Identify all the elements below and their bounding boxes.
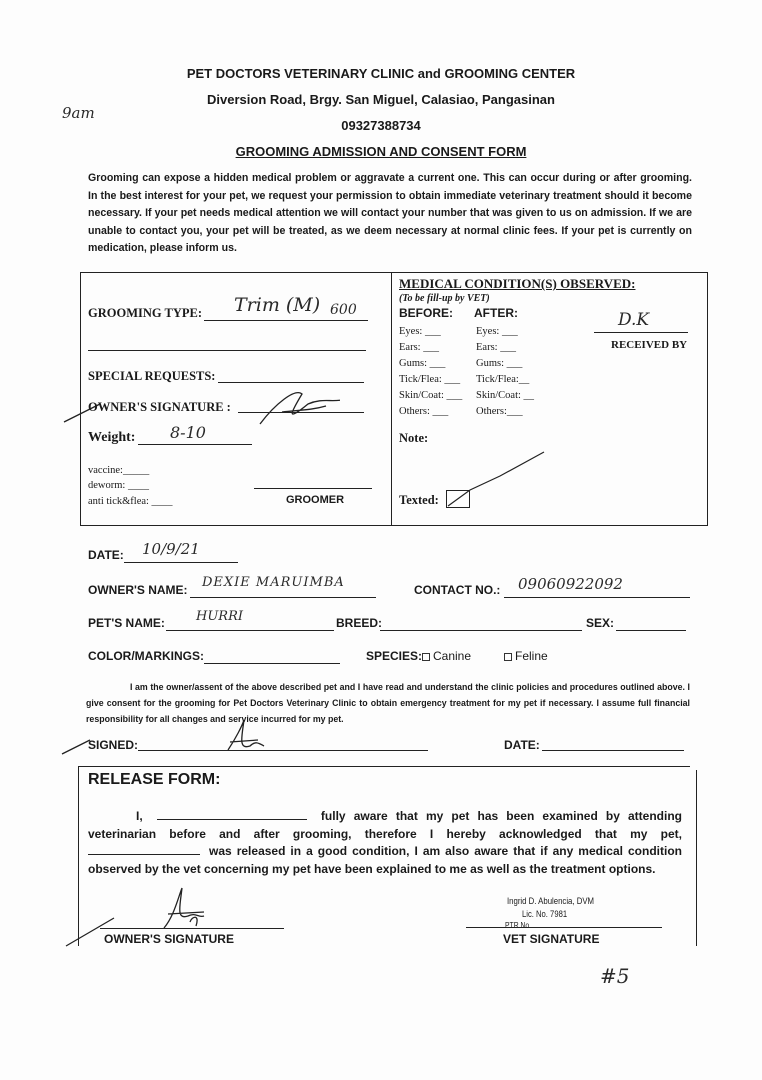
species-label: SPECIES:: [366, 649, 423, 663]
release-paragraph: [88, 808, 682, 878]
before-item[interactable]: Eyes: ___: [399, 326, 441, 337]
before-item[interactable]: Gums: ___: [399, 358, 446, 369]
canine-checkbox[interactable]: [422, 653, 430, 661]
contact-value: 09060922092: [518, 575, 623, 593]
weight-label: Weight:: [88, 430, 136, 445]
form-title: GROOMING ADMISSION AND CONSENT FORM: [235, 144, 527, 159]
date-value: 10/9/21: [142, 540, 200, 558]
vet-signature-line[interactable]: [466, 927, 662, 928]
pet-name-line[interactable]: [166, 630, 334, 631]
grooming-extra-line[interactable]: [88, 350, 366, 351]
box-divider: [391, 272, 392, 526]
groomer-line[interactable]: [254, 488, 372, 489]
pet-name-label: PET'S NAME:: [88, 616, 165, 630]
deworm-field[interactable]: deworm: ____: [88, 480, 149, 491]
pet-name-value: HURRI: [196, 609, 244, 624]
vaccine-field[interactable]: vaccine:_____: [88, 465, 150, 476]
breed-label: BREED:: [336, 616, 383, 630]
antitick-field[interactable]: anti tick&flea: ____: [88, 496, 173, 507]
feline-checkbox[interactable]: [504, 653, 512, 661]
breed-line[interactable]: [380, 630, 582, 631]
texted-label: Texted:: [399, 493, 439, 507]
before-item[interactable]: Tick/Flea: ___: [399, 374, 461, 385]
owner-name-value: DEXIE MARUIMBA: [202, 575, 345, 590]
release-text-2: was released in a good condition, I am also aware that if any medical condition observed by the vet concerning my pet have been explained to me as well as the treatment options.: [88, 844, 682, 876]
contact-line[interactable]: [504, 597, 690, 598]
release-pet-line[interactable]: [88, 843, 200, 855]
weight-line[interactable]: [138, 444, 252, 445]
before-list: [399, 324, 462, 420]
color-label: COLOR/MARKINGS:: [88, 649, 204, 663]
signed-label: SIGNED:: [88, 738, 139, 752]
special-requests-label: SPECIAL REQUESTS:: [88, 369, 216, 383]
color-line[interactable]: [204, 663, 340, 664]
after-item[interactable]: Others:___: [476, 406, 523, 417]
release-top-border: [78, 766, 690, 767]
release-text-1: fully aware that my pet has been examined by attending veterinarian before and after grooming, therefore I hereby acknowledged that my pet,: [88, 809, 682, 841]
grooming-type-label: GROOMING TYPE:: [88, 306, 203, 320]
release-owner-sig-label: OWNER'S SIGNATURE: [104, 932, 234, 946]
date-label: DATE:: [88, 548, 124, 562]
after-item[interactable]: Ears: ___: [476, 342, 516, 353]
after-item[interactable]: Tick/Flea:__: [476, 374, 530, 385]
note-label: Note:: [399, 431, 429, 445]
medical-title: MEDICAL CONDITION(S) OBSERVED:: [399, 276, 636, 291]
clinic-phone: 09327388734: [341, 118, 421, 133]
clinic-address: Diversion Road, Brgy. San Miguel, Calasiao, Pangasinan: [207, 92, 555, 107]
special-requests-line[interactable]: [218, 382, 364, 383]
date-line[interactable]: [124, 562, 238, 563]
owner-name-line[interactable]: [190, 597, 376, 598]
signed-date-label: DATE:: [504, 738, 540, 752]
consent-paragraph: I am the owner/assent of the above described pet and I have read and understand the clinic policies and procedures outlined above. I give consent for the grooming for Pet Doctors Veterinary Clinic to obtain emergency treatment for my pet if necessary. I assume full financial responsibility for all changes and service incurred for my pet.: [86, 682, 690, 724]
sex-label: SEX:: [586, 616, 615, 630]
before-item[interactable]: Skin/Coat: ___: [399, 390, 463, 401]
release-title: RELEASE FORM:: [88, 771, 221, 788]
intro-text: Grooming can expose a hidden medical problem or aggravate a current one. This can occur during or after grooming. In the best interest for your pet, we request your permission to obtain immediate veterinary treatment should it become necessary. If your pet needs medical attention we will contact your number that was given to us on admission. If we are unable to contact you, your pet will be treated, as we deem necessary at normal clinic fees. If your pet is currently on medication, please inform us.: [88, 172, 692, 254]
signed-signature: [60, 716, 280, 762]
after-item[interactable]: Gums: ___: [476, 358, 523, 369]
after-item[interactable]: Skin/Coat: __: [476, 390, 535, 401]
received-by-value: D.K: [618, 310, 650, 330]
release-right-border: [696, 770, 697, 946]
received-by-label: RECEIVED BY: [611, 339, 688, 351]
vet-ptr: PTR No.: [505, 921, 532, 930]
owner-signature-line-2[interactable]: [100, 928, 284, 929]
feline-label: Feline: [515, 649, 548, 663]
medical-subtitle: (To be fill-up by VET): [399, 293, 490, 304]
before-label: BEFORE:: [399, 306, 453, 320]
contact-label: CONTACT NO.:: [414, 583, 501, 597]
time-note: 9am: [62, 104, 95, 122]
species-feline[interactable]: [504, 649, 548, 663]
release-i: I,: [136, 809, 143, 823]
after-list: [476, 324, 534, 420]
clinic-name: PET DOCTORS VETERINARY CLINIC and GROOMING CENTER: [186, 66, 576, 81]
grooming-price: 600: [330, 302, 357, 318]
weight-value: 8-10: [170, 423, 206, 442]
vet-license: Lic. No. 7981: [522, 909, 568, 919]
grooming-type-line[interactable]: [204, 320, 368, 321]
sex-line[interactable]: [616, 630, 686, 631]
species-canine[interactable]: [422, 649, 471, 663]
after-label: AFTER:: [474, 306, 518, 320]
texted-checkmark: [440, 446, 550, 510]
received-by-line[interactable]: [594, 332, 688, 333]
release-name-line[interactable]: [157, 808, 307, 820]
owner-signature-label: OWNER'S SIGNATURE :: [88, 400, 231, 414]
before-item[interactable]: Ears: ___: [399, 342, 439, 353]
groomer-label: GROOMER: [286, 494, 345, 506]
before-item[interactable]: Others: ___: [399, 406, 449, 417]
vet-sig-label: VET SIGNATURE: [503, 932, 600, 946]
after-item[interactable]: Eyes: ___: [476, 326, 518, 337]
owner-name-label: OWNER'S NAME:: [88, 583, 188, 597]
signed-date-line[interactable]: [542, 750, 684, 751]
canine-label: Canine: [433, 649, 472, 663]
vet-name: Ingrid D. Abulencia, DVM: [507, 896, 595, 907]
bottom-note: #5: [600, 964, 630, 988]
grooming-type-value: Trim (M): [234, 294, 321, 316]
